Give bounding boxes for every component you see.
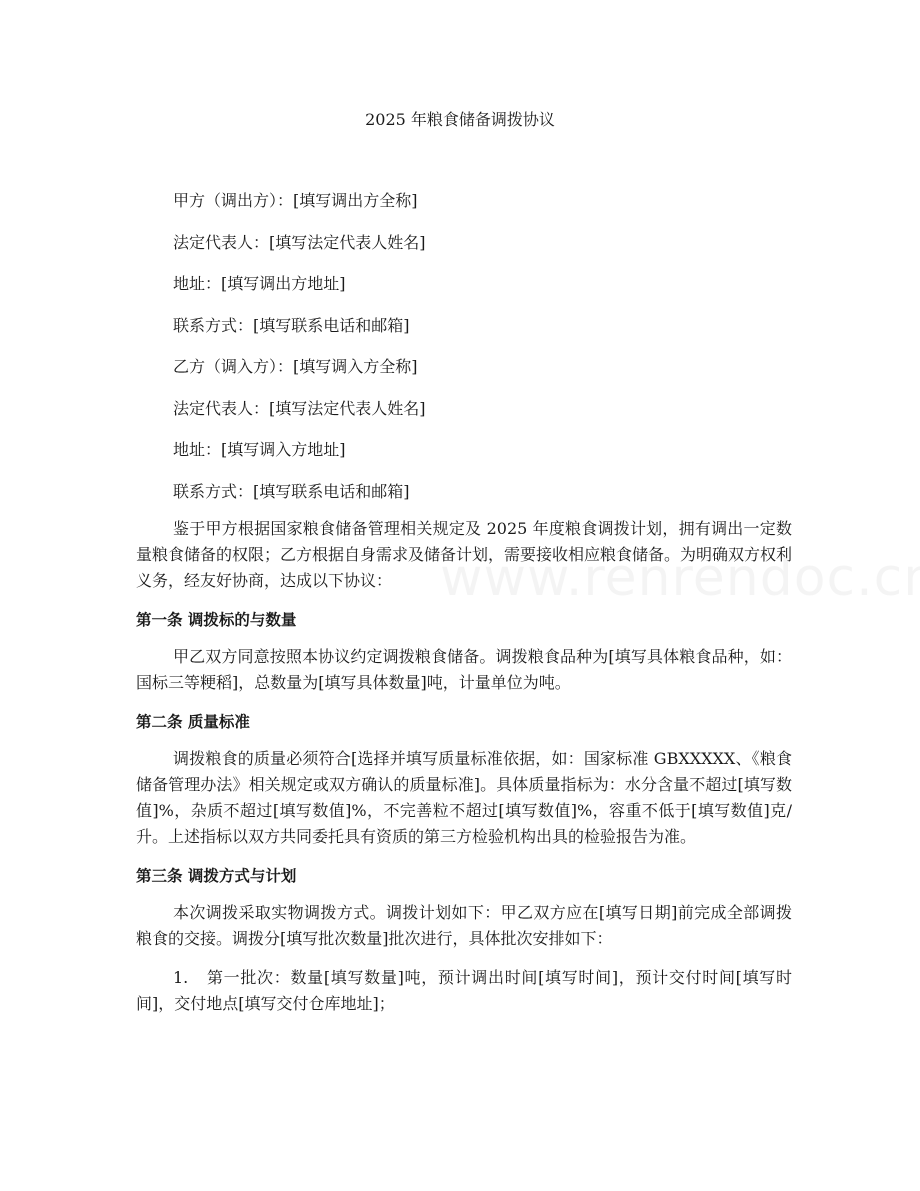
article-2-text: 调拨粮食的质量必须符合[选择并填写质量标准依据，如：国家标准 GBXXXXX、《粮食储备管理办法》相关规定或双方确认的质量标准]。具体质量指标为：水分含量不超过[填写数值]%，杂质不超过[填写数值]%，不完善粒不超过[填写数值]%，容重不低于[填写数值]克/升。上述指标以双方共同委托具有资质的第三方检验机构出具的检验报告为准。 — [136, 749, 792, 846]
party-a-address: 地址：[填写调出方地址] — [173, 274, 346, 293]
article-3-heading: 第三条 调拨方式与计划 — [136, 867, 297, 885]
list-item — [136, 965, 792, 1017]
party-b-name: 乙方（调入方）：[填写调入方全称] — [173, 357, 418, 376]
list-item-number: 1. — [173, 968, 189, 987]
party-info-block — [173, 186, 793, 518]
article-2-heading: 第二条 质量标准 — [136, 713, 250, 731]
article-3-text: 本次调拨采取实物调拨方式。调拨计划如下：甲乙双方应在[填写日期]前完成全部调拨粮食的交接。调拨分[填写批次数量]批次进行，具体批次安排如下： — [136, 903, 792, 948]
document-title: 2025 年粮食储备调拨协议 — [365, 110, 555, 129]
party-a-contact: 联系方式：[填写联系电话和邮箱] — [173, 315, 410, 335]
list-item-text: 第一批次：数量[填写数量]吨，预计调出时间[填写时间]，预计交付时间[填写时间]，交付地点[填写交付仓库地址]； — [136, 968, 792, 1013]
article-1-heading: 第一条 调拨标的与数量 — [136, 611, 297, 629]
article-1-text: 甲乙双方同意按照本协议约定调拨粮食储备。调拨粮食品种为[填写具体粮食品种，如：国标三等粳稻]，总数量为[填写具体数量]吨，计量单位为吨。 — [136, 647, 792, 692]
agreement-body — [136, 516, 792, 1030]
preamble-paragraph: 鉴于甲方根据国家粮食储备管理相关规定及 2025 年度粮食调拨计划，拥有调出一定数量粮食储备的权限；乙方根据自身需求及储备计划，需要接收相应粮食储备。为明确双方权利义务，经友好协商，达成以下协议： — [136, 519, 793, 590]
party-a-name: 甲方（调出方）：[填写调出方全称] — [173, 191, 418, 210]
party-b-representative: 法定代表人：[填写法定代表人姓名] — [173, 398, 426, 418]
party-b-contact: 联系方式：[填写联系电话和邮箱] — [173, 481, 410, 501]
party-a-representative: 法定代表人：[填写法定代表人姓名] — [173, 232, 426, 252]
party-b-address: 地址：[填写调入方地址] — [173, 440, 346, 459]
